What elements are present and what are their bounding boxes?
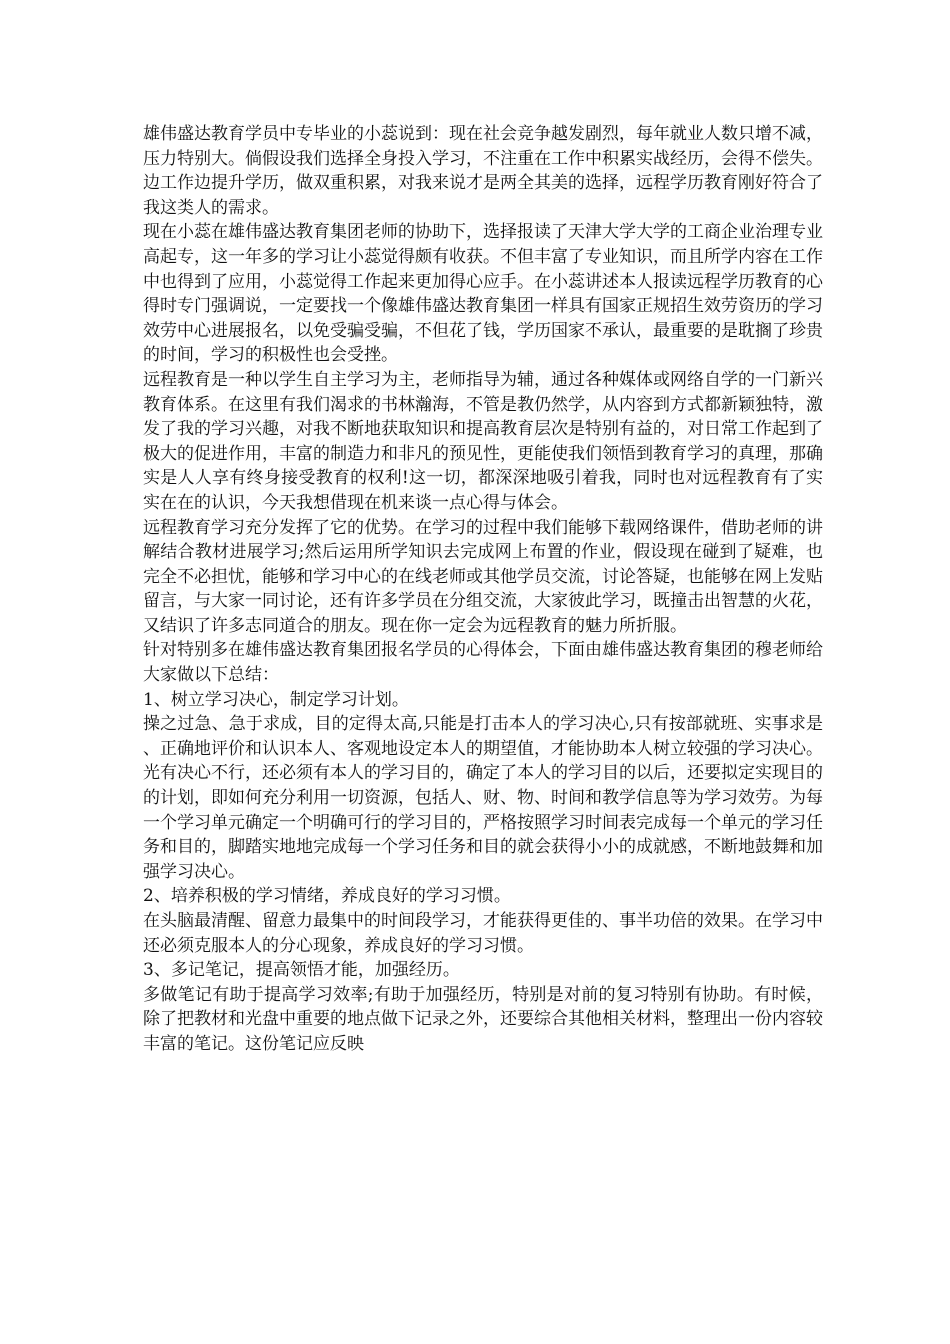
paragraph-7: 操之过急、急于求成，目的定得太高,只能是打击本人的学习决心,只有按部就班、实事求是、正确地评价和认识本人、客观地设定本人的期望值，才能协助本人树立较强的学习决心。 bbox=[143, 714, 823, 759]
paragraph-10: 在头脑最清醒、留意力最集中的时间段学习，才能获得更佳的、事半功倍的效果。在学习中还必须克服本人的分心现象，养成良好的学习习惯。 bbox=[143, 911, 823, 956]
paragraph-3: 远程教育是一种以学生自主学习为主，老师指导为辅，通过各种媒体或网络自学的一门新兴教育体系。在这里有我们渴求的书林瀚海，不管是教仍然学，从内容到方式都新颖独特，激发了我的学习兴趣，对我不断地获取知识和提高教育层次是特别有益的，对日常工作起到了极大的促进作用，丰富的制造力和非凡的预见性，更能使我们领悟到教育学习的真理，那确实是人人享有终身接受教育的权利!这一切，都深深地吸引着我，同时也对远程教育有了实实在在的认识，今天我想借现在机来谈一点心得与体会。 bbox=[143, 369, 823, 513]
section-heading-1: 1、树立学习决心，制定学习计划。 bbox=[143, 689, 409, 710]
paragraph-8: 光有决心不行，还必须有本人的学习目的，确定了本人的学习目的以后，还要拟定实现目的的计划，即如何充分利用一切资源，包括人、财、物、时间和教学信息等为学习效劳。为每一个学习单元确定一个明确可行的学习目的，严格按照学习时间表完成每一个单元的学习任务和目的，脚踏实地地完成每一个学习任务和目的就会获得小小的成就感，不断地鼓舞和加强学习决心。 bbox=[143, 763, 823, 882]
paragraph-4: 远程教育学习充分发挥了它的优势。在学习的过程中我们能够下载网络课件，借助老师的讲解结合教材进展学习;然后运用所学知识去完成网上布置的作业，假设现在碰到了疑难，也完全不必担忧，能够和学习中心的在线老师或其他学员交流，讨论答疑，也能够在网上发贴留言，与大家一同讨论，还有许多学员在分组交流，大家彼此学习，既撞击出智慧的火花，又结识了许多志同道合的朋友。现在你一定会为远程教育的魅力所折服。 bbox=[143, 517, 823, 636]
section-heading-3: 3、多记笔记，提高领悟才能，加强经历。 bbox=[143, 960, 460, 981]
paragraph-2: 现在小蕊在雄伟盛达教育集团老师的协助下，选择报读了天津大学大学的工商企业治理专业高起专，这一年多的学习让小蕊觉得颇有收获。不但丰富了专业知识，而且所学内容在工作中也得到了应用，小蕊觉得工作起来更加得心应手。在小蕊讲述本人报读远程学历教育的心得时专门强调说，一定要找一个像雄伟盛达教育集团一样具有国家正规招生效劳资历的学习效劳中心进展报名，以免受骗受骗，不但花了钱，学历国家不承认，最重要的是耽搁了珍贵的时间，学习的积极性也会受挫。 bbox=[143, 222, 823, 366]
document-body bbox=[143, 122, 823, 1057]
paragraph-1: 雄伟盛达教育学员中专毕业的小蕊说到：现在社会竞争越发剧烈，每年就业人数只增不减，压力特别大。倘假设我们选择全身投入学习，不注重在工作中积累实战经历，会得不偿失。边工作边提升学历，做双重积累，对我来说才是两全其美的选择，远程学历教育刚好符合了我这类人的需求。 bbox=[143, 124, 823, 218]
section-heading-2: 2、培养积极的学习情绪，养成良好的学习习惯。 bbox=[143, 886, 511, 907]
paragraph-12: 多做笔记有助于提高学习效率;有助于加强经历，特别是对前的复习特别有协助。有时候，除了把教材和光盘中重要的地点做下记录之外，还要综合其他相关材料，整理出一份内容较丰富的笔记。这份笔记应反映 bbox=[143, 984, 823, 1054]
paragraph-5: 针对特别多在雄伟盛达教育集团报名学员的心得体会，下面由雄伟盛达教育集团的穆老师给大家做以下总结： bbox=[143, 640, 823, 686]
